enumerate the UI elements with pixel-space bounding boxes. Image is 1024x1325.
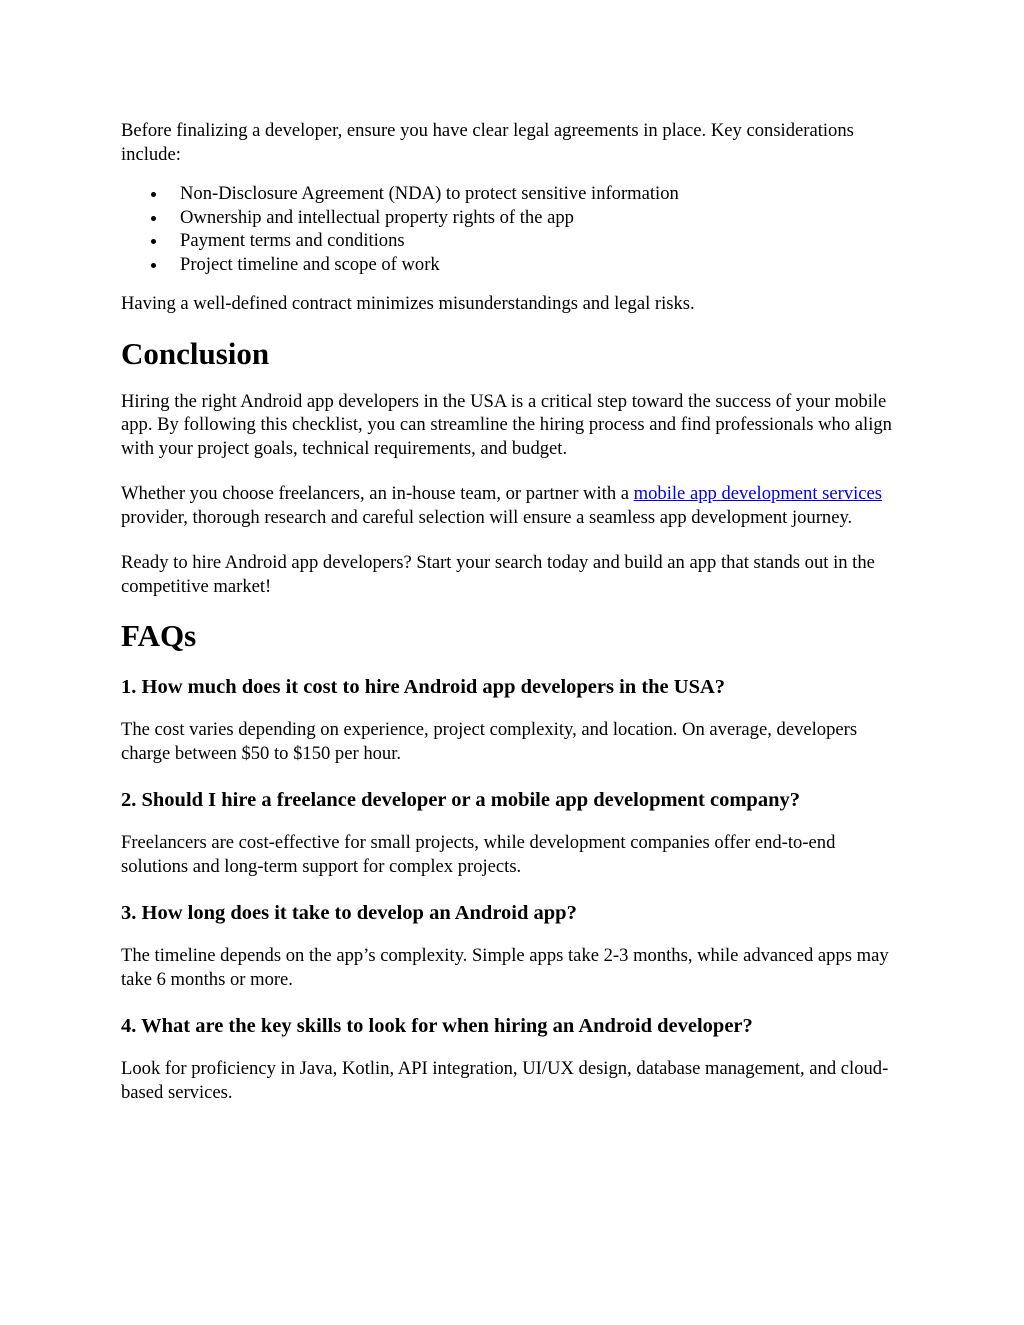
list-item-text: Project timeline and scope of work (180, 253, 440, 275)
mobile-app-development-services-link[interactable]: mobile app development services (633, 483, 883, 504)
paragraph-text-after-link: provider, thorough research and careful selection will ensure a seamless app development journey. (121, 506, 853, 528)
list-item (121, 253, 906, 277)
bullet-icon (151, 263, 156, 268)
faq-question: 1. How much does it cost to hire Android app developers in the USA? (121, 676, 726, 698)
faq-item (121, 1013, 906, 1104)
bullet-icon (151, 192, 156, 197)
bullet-icon (151, 216, 156, 221)
faq-question: 4. What are the key skills to look for when hiring an Android developer? (121, 1015, 753, 1037)
paragraph-text-before-link: Whether you choose freelancers, an in-house team, or partner with a (121, 483, 634, 504)
conclusion-heading: Conclusion (121, 335, 270, 371)
list-item-text: Non-Disclosure Agreement (NDA) to protect sensitive information (180, 183, 679, 204)
intro-paragraph: Before finalizing a developer, ensure you have clear legal agreements in place. Key considerations include: (121, 120, 854, 165)
faq-item (121, 900, 906, 991)
conclusion-paragraph-2 (121, 482, 906, 529)
list-item (121, 229, 906, 253)
faq-answer: The timeline depends on the app’s complexity. Simple apps take 2-3 months, while advanced apps may take 6 months or more. (121, 945, 889, 990)
list-item-text: Ownership and intellectual property rights of the app (180, 206, 574, 228)
faqs-heading: FAQs (121, 618, 197, 653)
list-item (121, 206, 906, 230)
conclusion-paragraph-1: Hiring the right Android app developers in the USA is a critical step toward the success of your mobile app. By following this checklist, you can streamline the hiring process and find professionals who align with your project goals, technical requirements, and budget. (121, 390, 892, 459)
contract-note-paragraph: Having a well-defined contract minimizes misunderstandings and legal risks. (121, 293, 695, 314)
list-item-text: Payment terms and conditions (180, 230, 405, 251)
document-page (121, 119, 906, 1104)
faq-answer: Freelancers are cost-effective for small projects, while development companies offer end-to-end solutions and long-term support for complex projects. (121, 832, 836, 877)
considerations-list (121, 182, 906, 276)
faq-answer: Look for proficiency in Java, Kotlin, API integration, UI/UX design, database management, and cloud-based services. (121, 1058, 889, 1103)
faq-answer: The cost varies depending on experience, project complexity, and location. On average, developers charge between $50 to $150 per hour. (121, 719, 858, 764)
faq-item (121, 674, 906, 765)
faq-question: 3. How long does it take to develop an Android app? (121, 902, 577, 924)
conclusion-paragraph-3: Ready to hire Android app developers? Start your search today and build an app that stands out in the competitive market! (121, 552, 875, 597)
bullet-icon (151, 239, 156, 244)
list-item (121, 182, 906, 206)
faq-question: 2. Should I hire a freelance developer or a mobile app development company? (121, 789, 800, 811)
faq-item (121, 787, 906, 878)
